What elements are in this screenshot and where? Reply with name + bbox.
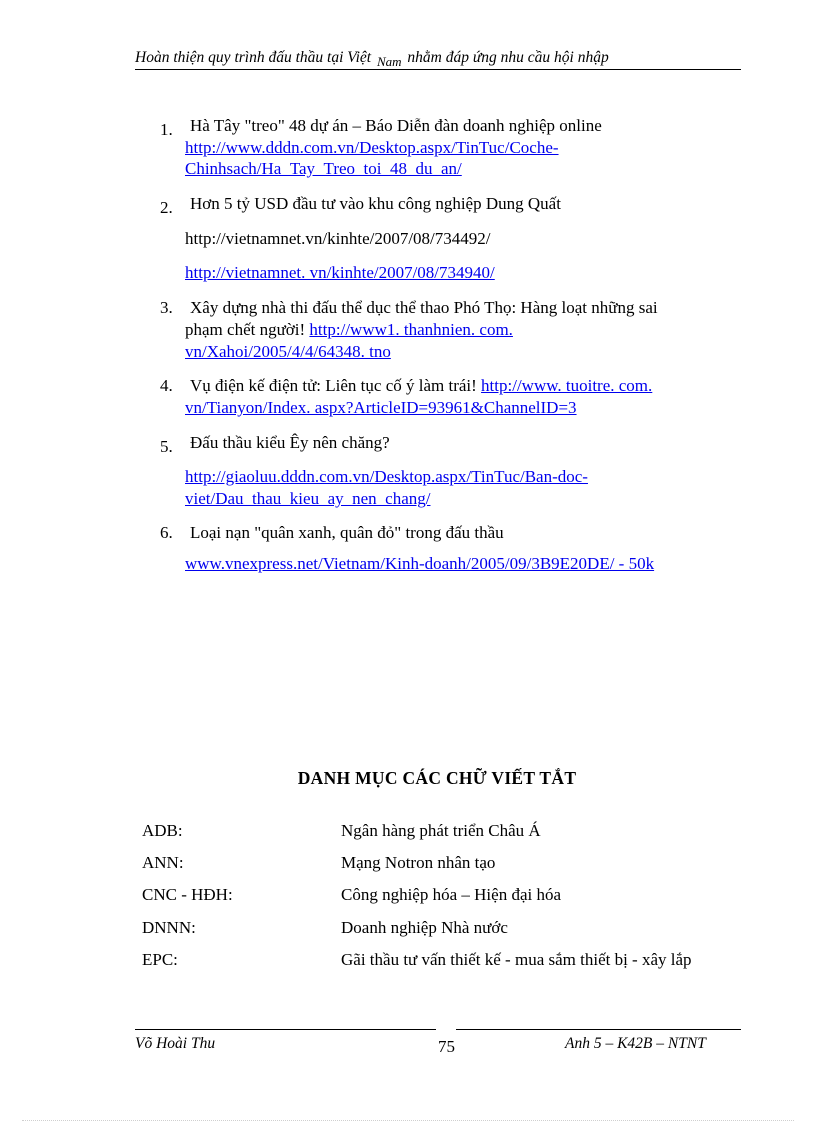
reference-link[interactable]: http://vietnamnet. vn/kinhte/2007/08/734940/ bbox=[185, 263, 495, 282]
reference-link[interactable]: http://www.dddn.com.vn/Desktop.aspx/TinTuc/Coche- bbox=[185, 138, 559, 157]
header-title-nam: Nam bbox=[376, 54, 402, 69]
page-number: 75 bbox=[438, 1037, 455, 1056]
footer-rule-right bbox=[456, 1029, 741, 1030]
header-title: Hoàn thiện quy trình đấu thầu tại Việt bbox=[135, 49, 372, 66]
reference-link[interactable]: http://www1. thanhnien. com. bbox=[309, 320, 513, 339]
reference-plain-url bbox=[185, 228, 491, 250]
reference-item-2 bbox=[160, 193, 730, 215]
reference-item-3 bbox=[160, 297, 730, 319]
reference-link-5b[interactable] bbox=[185, 488, 430, 510]
reference-item-1 bbox=[160, 115, 730, 137]
reference-link[interactable]: www.vnexpress.net/Vietnam/Kinh-doanh/2005/09/3B9E20DE/ - 50k bbox=[185, 554, 655, 573]
reference-number: 6. bbox=[160, 523, 173, 542]
reference-title: Loại nạn "quân xanh, quân đỏ" trong đấu thầu bbox=[190, 523, 504, 542]
footer-class: Anh 5 – K42B – NTNT bbox=[565, 1035, 706, 1052]
reference-link-3b[interactable] bbox=[185, 341, 391, 363]
reference-title: Hơn 5 tỷ USD đầu tư vào khu công nghiệp Dung Quất bbox=[190, 194, 561, 213]
reference-number: 1. bbox=[160, 120, 173, 139]
page-bottom-dotted-border bbox=[22, 1120, 794, 1121]
abbreviations-title: DANH MỤC CÁC CHỮ VIẾT TẮT bbox=[297, 768, 577, 788]
reference-number: 4. bbox=[160, 376, 173, 395]
reference-title: Đấu thầu kiểu Êy nên chăng? bbox=[190, 433, 390, 452]
reference-title: Vụ điện kế điện tử: Liên tục cố ý làm trái! bbox=[190, 376, 477, 395]
reference-title: Xây dựng nhà thi đấu thể dục thể thao Phó Thọ: Hàng loạt những sai bbox=[190, 298, 658, 317]
reference-number: 5. bbox=[160, 437, 173, 456]
reference-title-cont: phạm chết người! bbox=[185, 320, 306, 339]
reference-link-4b[interactable] bbox=[185, 397, 577, 419]
abbreviation-value: Ngân hàng phát triển Châu Á bbox=[341, 821, 541, 840]
abbreviation-value: Doanh nghiệp Nhà nước bbox=[341, 918, 508, 937]
reference-link-1a[interactable] bbox=[185, 137, 559, 159]
reference-link-2a[interactable] bbox=[185, 262, 495, 284]
abbreviation-value: Gãi thầu tư vấn thiết kế - mua sắm thiết bị - xây lắp bbox=[341, 950, 692, 969]
reference-link[interactable]: vn/Tianyon/Index. aspx?ArticleID=93961&ChannelID=3 bbox=[185, 398, 577, 417]
reference-item-6 bbox=[160, 522, 730, 544]
reference-link[interactable]: Chinhsach/Ha_Tay_Treo_toi_48_du_an/ bbox=[185, 159, 462, 178]
abbreviation-key: CNC - HĐH: bbox=[142, 885, 233, 904]
reference-link[interactable]: http://www. tuoitre. com. bbox=[481, 376, 653, 395]
footer-author: Võ Hoài Thu bbox=[135, 1035, 216, 1052]
reference-link-5a[interactable] bbox=[185, 466, 588, 488]
reference-title: Hà Tây "treo" 48 dự án – Báo Diễn đàn doanh nghiệp online bbox=[190, 116, 602, 135]
page-header bbox=[135, 47, 741, 70]
abbreviation-value: Mạng Notron nhân tạo bbox=[341, 853, 496, 872]
reference-link-1b[interactable] bbox=[185, 158, 462, 180]
reference-number: 3. bbox=[160, 298, 173, 317]
abbreviation-key: EPC: bbox=[142, 950, 178, 969]
reference-number: 2. bbox=[160, 198, 173, 217]
abbreviation-key: DNNN: bbox=[142, 918, 196, 937]
footer-rule-left bbox=[135, 1029, 436, 1030]
reference-item-5 bbox=[160, 432, 730, 454]
abbreviation-value: Công nghiệp hóa – Hiện đại hóa bbox=[341, 885, 562, 904]
reference-url-text: http://vietnamnet.vn/kinhte/2007/08/734492/ bbox=[185, 229, 491, 248]
reference-link[interactable]: http://giaoluu.dddn.com.vn/Desktop.aspx/TinTuc/Ban-doc- bbox=[185, 467, 588, 486]
reference-link-6a[interactable] bbox=[185, 553, 654, 575]
abbreviation-key: ADB: bbox=[142, 821, 183, 840]
reference-text-3b bbox=[185, 319, 513, 341]
header-title-rest: nhằm đáp ứng nhu cầu hội nhập bbox=[407, 49, 609, 66]
reference-item-4 bbox=[160, 375, 730, 397]
reference-link[interactable]: viet/Dau_thau_kieu_ay_nen_chang/ bbox=[185, 489, 431, 508]
reference-link[interactable]: vn/Xahoi/2005/4/4/64348. tno bbox=[185, 342, 391, 361]
abbreviation-key: ANN: bbox=[142, 853, 184, 872]
